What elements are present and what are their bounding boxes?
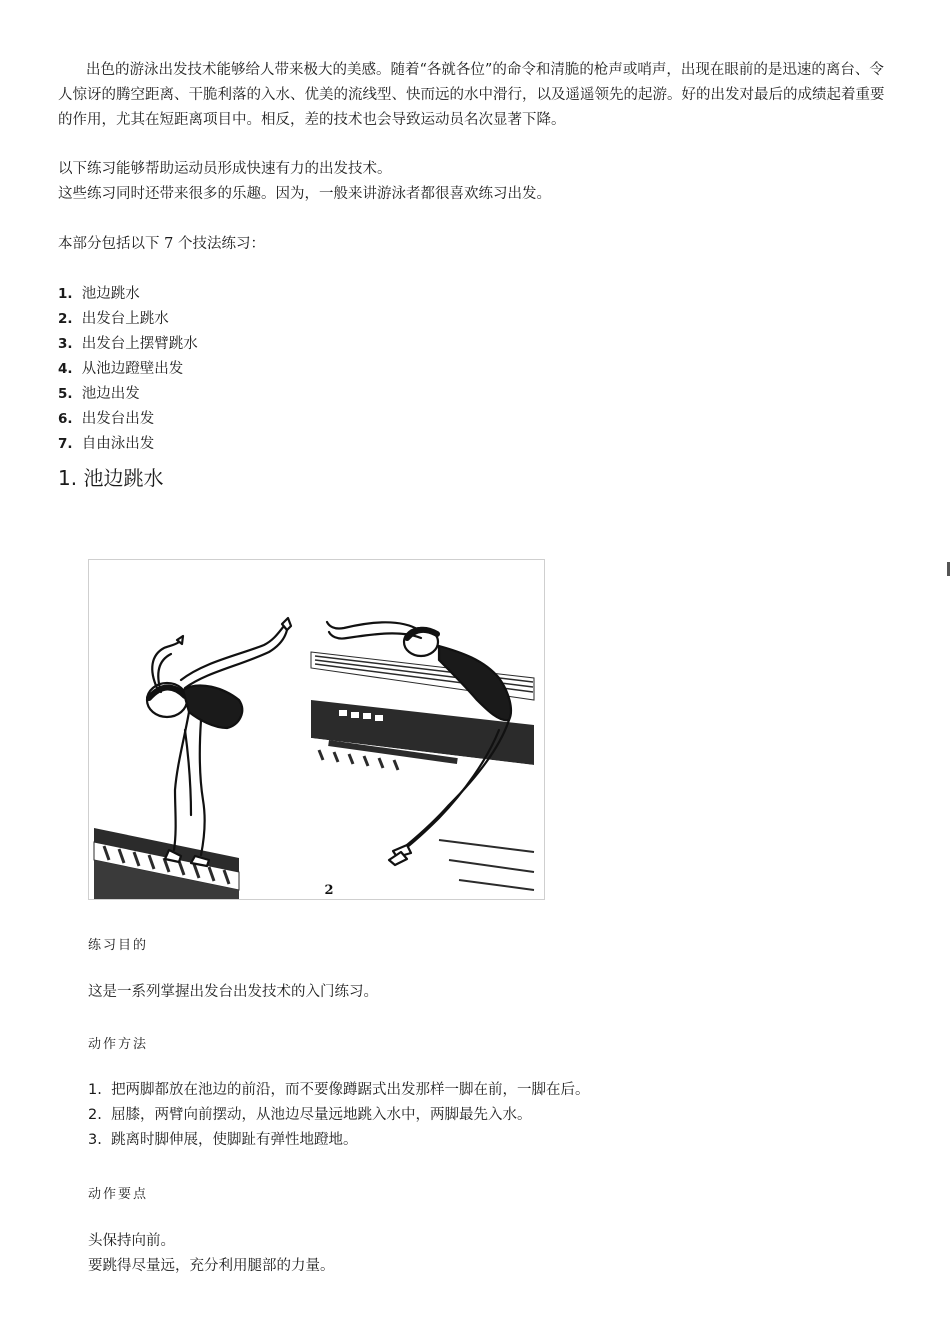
drill-item: 6. 出发台出发 — [58, 411, 155, 427]
drill-label: 从池边蹬壁出发 — [81, 361, 184, 377]
drill-item: 4. 从池边蹬壁出发 — [58, 361, 184, 377]
key-point-line-2: 要跳得尽量远，充分利用腿部的力量。 — [88, 1258, 335, 1274]
drill-number: 6 — [58, 411, 68, 427]
drill-label: 自由泳出发 — [81, 436, 155, 452]
benefit-line-1: 以下练习能够帮助运动员形成快速有力的出发技术。 — [58, 161, 392, 177]
drill-label: 池边跳水 — [81, 286, 140, 302]
drill-item: 5. 池边出发 — [58, 386, 140, 402]
drill-number: 4 — [58, 361, 68, 377]
purpose-heading: 练习目的 — [88, 938, 149, 953]
drill-number: 2 — [58, 311, 68, 327]
method-step: 1. 把两脚都放在池边的前沿，而不要像蹲踞式出发那样一脚在前，一脚在后。 — [88, 1082, 590, 1098]
diving-figure-drawing — [89, 560, 544, 899]
drill-label: 出发台上跳水 — [81, 311, 169, 327]
drill-label: 池边出发 — [81, 386, 140, 402]
diving-illustration — [88, 559, 545, 900]
drill-item: 3. 出发台上摆臂跳水 — [58, 336, 198, 352]
drill-item: 1. 池边跳水 — [58, 286, 140, 302]
drill-label: 出发台出发 — [81, 411, 155, 427]
section-title: 1. 池边跳水 — [58, 466, 164, 490]
method-steps — [88, 1078, 590, 1153]
step-text: 把两脚都放在池边的前沿，而不要像蹲踞式出发那样一脚在前，一脚在后。 — [111, 1082, 590, 1098]
purpose-text: 这是一系列掌握出发台出发技术的入门练习。 — [88, 984, 378, 1000]
step-text: 屈膝，两臂向前摆动，从池边尽量远地跳入水中，两脚最先入水。 — [111, 1107, 532, 1123]
method-step: 3. 跳离时脚伸展，使脚趾有弹性地蹬地。 — [88, 1132, 358, 1148]
drill-item: 7. 自由泳出发 — [58, 436, 155, 452]
drill-number: 1 — [58, 286, 68, 302]
key-point-line-1: 头保持向前。 — [88, 1233, 175, 1249]
section-title-text: 池边跳水 — [83, 466, 164, 490]
section-number: 1 — [58, 466, 71, 490]
drill-label: 出发台上摆臂跳水 — [81, 336, 198, 352]
drill-item: 2. 出发台上跳水 — [58, 311, 169, 327]
swimmer-ready-stance — [147, 618, 291, 866]
method-step: 2. 屈膝，两臂向前摆动，从池边尽量远地跳入水中，两脚最先入水。 — [88, 1107, 532, 1123]
drill-number: 3 — [58, 336, 68, 352]
step-number: 3 — [88, 1132, 98, 1148]
overview-line: 本部分包括以下 7 个技法练习： — [58, 236, 265, 252]
pool-deck-left — [94, 828, 239, 899]
figure-number: 2 — [324, 883, 334, 898]
method-heading: 动作方法 — [88, 1037, 149, 1052]
intro-paragraph: 出色的游泳出发技术能够给人带来极大的美感。随着“各就各位”的命令和清脆的枪声或哨声，出现在眼前的是迅速的离台、令人惊讶的腾空距离、干脆利落的入水、优美的流线型、快而远的水中滑行，以及遥遥领先的起游。好的出发对最后的成绩起着重要的作用，尤其在短距离项目中。相反，差的技术也会导致运动员名次显著下降。 — [58, 62, 885, 128]
step-number: 1 — [88, 1082, 98, 1098]
drill-list — [58, 282, 198, 457]
drill-number: 7 — [58, 436, 68, 452]
benefit-line-2: 这些练习同时还带来很多的乐趣。因为，一般来讲游泳者都很喜欢练习出发。 — [58, 186, 551, 202]
step-number: 2 — [88, 1107, 98, 1123]
key-points-heading: 动作要点 — [88, 1187, 149, 1202]
step-text: 跳离时脚伸展，使脚趾有弹性地蹬地。 — [111, 1132, 358, 1148]
drill-number: 5 — [58, 386, 68, 402]
